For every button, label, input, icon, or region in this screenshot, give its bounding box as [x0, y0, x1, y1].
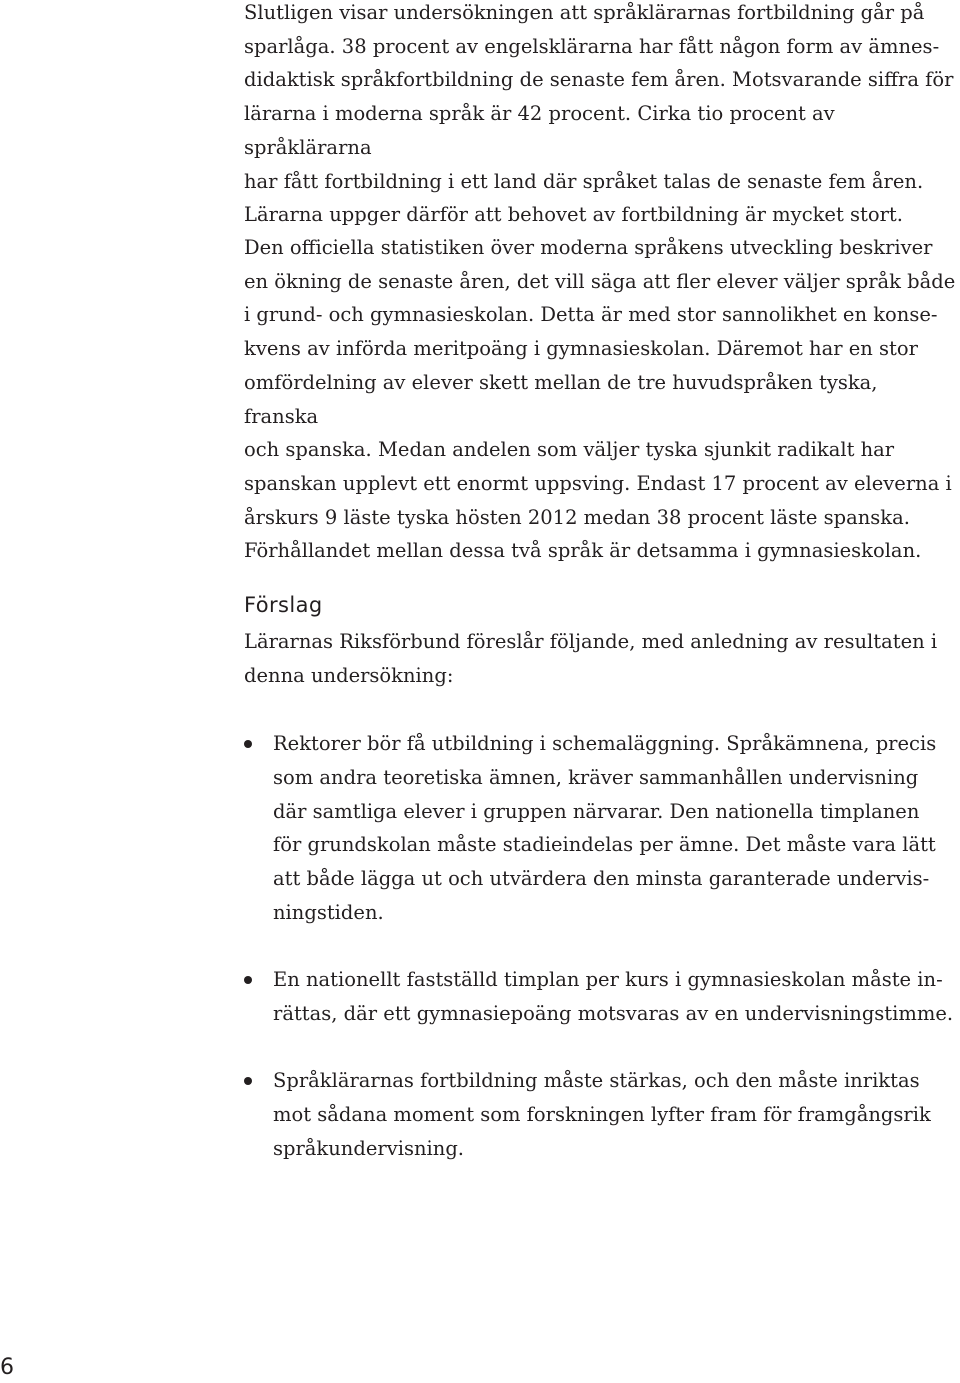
paragraph-statistik: Den officiella statistiken över moderna språkens utveckling beskriver en ökning de senaste åren, det vill säga att fler elever väljer språk både i grund- och gymnasieskolan. Detta är med stor sannolikhet en konse- kvens av införda meritpoäng i gymnasieskolan. Däremot har en stor omfördelning av elever skett mellan de tre huvudspråken tyska, franska och spanska. Medan andelen som väljer tyska sjunkit radikalt har spanskan upplevt ett enormt uppsving. Endast 17 procent av eleverna i årskurs 9 läste tyska hösten 2012 medan 38 procent läste spanska. Förhållandet mellan dessa två språk är detsamma i gymnasieskolan. — [244, 236, 956, 563]
list-item — [244, 727, 956, 930]
section-intro: Lärarnas Riksförbund föreslår följande, med anledning av resultaten i denna undersökning: — [244, 630, 938, 687]
bullet-icon — [244, 1077, 252, 1085]
list-item — [244, 963, 956, 1031]
paragraph-fortbildning: Slutligen visar undersökningen att språklärarnas fortbildning går på sparlåga. 38 procent av engelsklärarna har fått någon form av ämnes- didaktisk språkfortbildning de senaste fem åren. Motsvarande siffra för lärarna i moderna språk är 42 procent. Cirka tio procent av språklärarna har fått fortbildning i ett land där språket talas de senaste fem åren. Lärarna uppger därför att behovet av fortbildning är mycket stort. — [244, 1, 954, 227]
list-item — [244, 1064, 956, 1165]
list-item-text: En nationellt fastställd timplan per kurs i gymnasieskolan måste in- rättas, där ett gymnasiepoäng motsvaras av en undervisningstimme. — [273, 968, 954, 1025]
page-number: 6 — [0, 1355, 14, 1380]
list-item-text: Rektorer bör få utbildning i schemaläggning. Språkämnena, precis som andra teoretiska ämnen, kräver sammanhållen undervisning där samtliga elever i gruppen närvarar. Den nationella timplanen för grundskolan måste stadieindelas per ämne. Det måste vara lätt att både lägga ut och utvärdera den minsta garanterade undervis- ningstiden. — [273, 732, 937, 924]
section-heading-forslag: Förslag — [244, 593, 323, 617]
list-item-text: Språklärarnas fortbildning måste stärkas, och den måste inriktas mot sådana moment som forskningen lyfter fram för framgångsrik språkundervisning. — [273, 1069, 931, 1160]
bullet-icon — [244, 976, 252, 984]
bullet-icon — [244, 740, 252, 748]
